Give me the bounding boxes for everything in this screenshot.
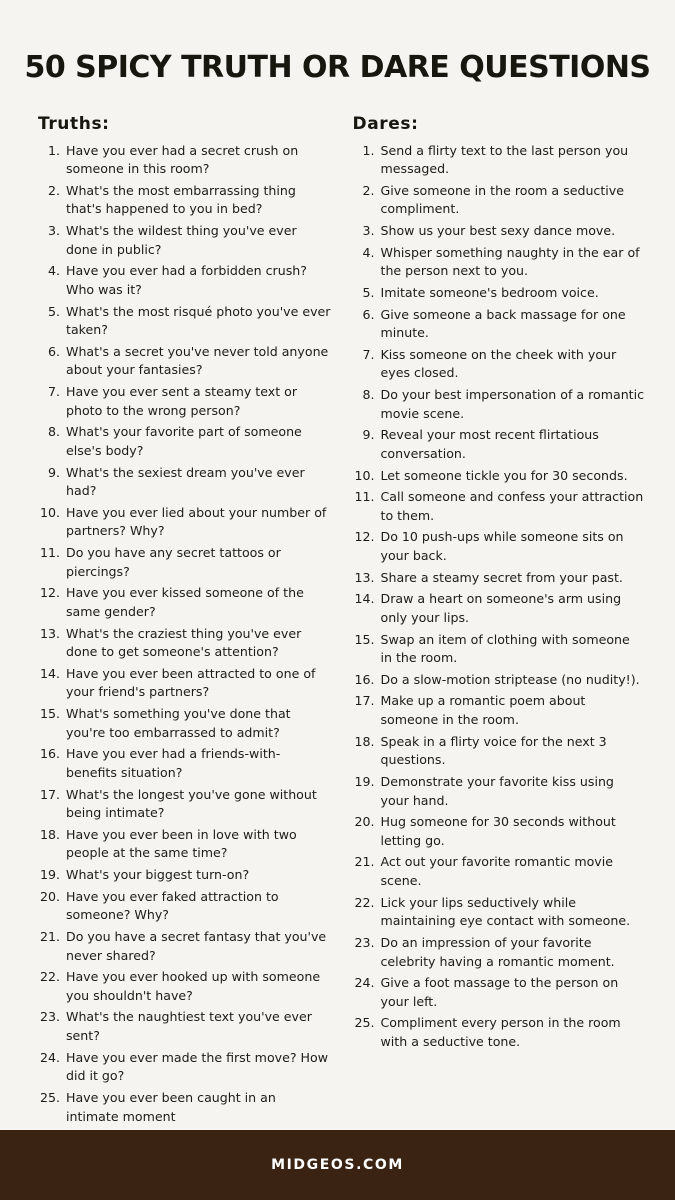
- truths-column: [38, 114, 331, 1131]
- list-item: 23. Do an impression of your favorite celebrity having a romantic moment.: [379, 934, 646, 971]
- list-item: 5. What's the most risqué photo you've ever taken?: [64, 303, 331, 340]
- list-item: 3. Show us your best sexy dance move.: [379, 222, 646, 241]
- footer-brand: MIDGEOS.COM: [271, 1157, 404, 1173]
- list-item: 8. What's your favorite part of someone else's body?: [64, 423, 331, 460]
- dares-heading: Dares:: [352, 113, 419, 134]
- list-item: 25. Have you ever been caught in an intimate moment: [64, 1089, 331, 1126]
- list-item: 8. Do your best impersonation of a romantic movie scene.: [379, 386, 646, 423]
- footer-bar: [0, 1130, 675, 1200]
- list-item: 9. Reveal your most recent flirtatious conversation.: [379, 426, 646, 463]
- list-item: 15. What's something you've done that you're too embarrassed to admit?: [64, 705, 331, 742]
- list-item: 24. Give a foot massage to the person on your left.: [379, 974, 646, 1011]
- list-item: 15. Swap an item of clothing with someone in the room.: [379, 631, 646, 668]
- list-item: 10. Let someone tickle you for 30 seconds.: [379, 467, 646, 486]
- list-item: 20. Hug someone for 30 seconds without letting go.: [379, 813, 646, 850]
- list-item: 16. Do a slow-motion striptease (no nudity!).: [379, 671, 646, 690]
- list-item: 9. What's the sexiest dream you've ever had?: [64, 464, 331, 501]
- list-item: 17. What's the longest you've gone without being intimate?: [64, 786, 331, 823]
- list-item: 13. What's the craziest thing you've ever done to get someone's attention?: [64, 625, 331, 662]
- content-columns: [38, 114, 645, 1131]
- list-item: 20. Have you ever faked attraction to someone? Why?: [64, 888, 331, 925]
- list-item: 23. What's the naughtiest text you've ever sent?: [64, 1008, 331, 1045]
- list-item: 4. Whisper something naughty in the ear of the person next to you.: [379, 244, 646, 281]
- list-item: 18. Speak in a flirty voice for the next 3 questions.: [379, 733, 646, 770]
- list-item: 12. Have you ever kissed someone of the same gender?: [64, 584, 331, 621]
- list-item: 7. Kiss someone on the cheek with your eyes closed.: [379, 346, 646, 383]
- list-item: 11. Call someone and confess your attraction to them.: [379, 488, 646, 525]
- truths-list: [38, 142, 331, 1127]
- list-item: 12. Do 10 push-ups while someone sits on your back.: [379, 528, 646, 565]
- list-item: 2. What's the most embarrassing thing that's happened to you in bed?: [64, 182, 331, 219]
- page-title: 50 SPICY TRUTH OR DARE QUESTIONS: [24, 50, 651, 85]
- list-item: 1. Have you ever had a secret crush on someone in this room?: [64, 142, 331, 179]
- list-item: 21. Act out your favorite romantic movie scene.: [379, 853, 646, 890]
- list-item: 1. Send a flirty text to the last person you messaged.: [379, 142, 646, 179]
- list-item: 14. Have you ever been attracted to one of your friend's partners?: [64, 665, 331, 702]
- list-item: 19. Demonstrate your favorite kiss using your hand.: [379, 773, 646, 810]
- truths-heading: Truths:: [38, 113, 110, 134]
- list-item: 19. What's your biggest turn-on?: [64, 866, 331, 885]
- list-item: 6. Give someone a back massage for one minute.: [379, 306, 646, 343]
- list-item: 10. Have you ever lied about your number of partners? Why?: [64, 504, 331, 541]
- dares-list: [353, 142, 646, 1052]
- list-item: 25. Compliment every person in the room with a seductive tone.: [379, 1014, 646, 1051]
- list-item: 6. What's a secret you've never told anyone about your fantasies?: [64, 343, 331, 380]
- list-item: 2. Give someone in the room a seductive compliment.: [379, 182, 646, 219]
- list-item: 3. What's the wildest thing you've ever done in public?: [64, 222, 331, 259]
- list-item: 5. Imitate someone's bedroom voice.: [379, 284, 646, 303]
- list-item: 4. Have you ever had a forbidden crush? Who was it?: [64, 262, 331, 299]
- list-item: 11. Do you have any secret tattoos or piercings?: [64, 544, 331, 581]
- list-item: 7. Have you ever sent a steamy text or photo to the wrong person?: [64, 383, 331, 420]
- list-item: 18. Have you ever been in love with two people at the same time?: [64, 826, 331, 863]
- list-item: 24. Have you ever made the first move? How did it go?: [64, 1049, 331, 1086]
- list-item: 22. Have you ever hooked up with someone you shouldn't have?: [64, 968, 331, 1005]
- list-item: 21. Do you have a secret fantasy that you've never shared?: [64, 928, 331, 965]
- list-item: 17. Make up a romantic poem about someone in the room.: [379, 692, 646, 729]
- list-item: 14. Draw a heart on someone's arm using only your lips.: [379, 590, 646, 627]
- list-item: 22. Lick your lips seductively while maintaining eye contact with someone.: [379, 894, 646, 931]
- list-item: 13. Share a steamy secret from your past.: [379, 569, 646, 588]
- dares-column: [353, 114, 646, 1131]
- list-item: 16. Have you ever had a friends-with-benefits situation?: [64, 745, 331, 782]
